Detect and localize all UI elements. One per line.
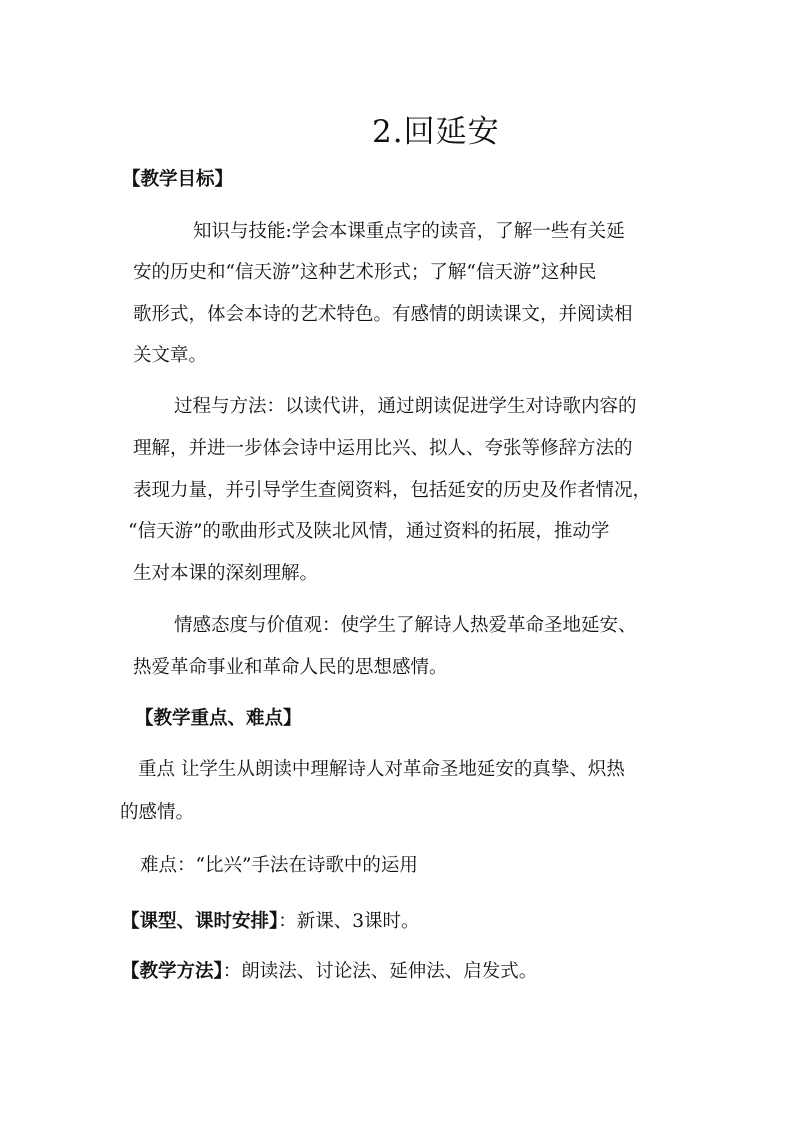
goal1-line-4: 关文章。 [133,345,208,366]
goal1-line-1: 知识与技能:学会本课重点字的读音，了解一些有关延 [193,221,625,242]
teaching-method-label: 【教学方法】 [121,961,223,982]
document-title: 2.回延安 [372,114,500,150]
goal1-line-3: 歌形式，体会本诗的艺术特色。有感情的朗读课文，并阅读相 [133,304,633,325]
key-point-line-1: 重点 让学生从朗读中理解诗人对革命圣地延安的真挚、炽热 [138,759,625,780]
key-point-line-2: 的感情。 [120,802,195,823]
goal2-line-2: 理解，并进一步体会诗中运用比兴、拟人、夸张等修辞方法的 [133,438,633,459]
difficult-point: 难点：“比兴”手法在诗歌中的运用 [140,855,418,876]
goal3-line-1: 情感态度与价值观：使学生了解诗人热爱革命圣地延安、 [174,615,637,636]
lesson-type-value: ：新课、3课时。 [278,911,420,932]
lesson-type-row [121,913,420,932]
goal2-line-1: 过程与方法：以读代讲，通过朗读促进学生对诗歌内容的 [174,396,637,417]
goal2-line-4: “信天游”的歌曲形式及陕北风情，通过资料的拓展，推动学 [128,521,610,542]
teaching-method-row [121,963,537,982]
lesson-type-label: 【课型、课时安排】 [121,911,279,932]
goal2-line-3: 表现力量，并引导学生查阅资料，包括延安的历史及作者情况， [133,480,652,501]
key-difficult-heading: 【教学重点、难点】 [135,708,302,729]
goal3-line-2: 热爱革命事业和革命人民的思想感情。 [133,657,448,678]
goals-heading: 【教学目标】 [122,169,234,190]
goal2-line-5: 生对本课的深刻理解。 [133,563,319,584]
teaching-method-value: ：朗读法、讨论法、延伸法、启发式。 [222,961,538,982]
goal1-line-2: 安的历史和“信天游”这种艺术形式；了解“信天游”这种民 [133,262,597,283]
